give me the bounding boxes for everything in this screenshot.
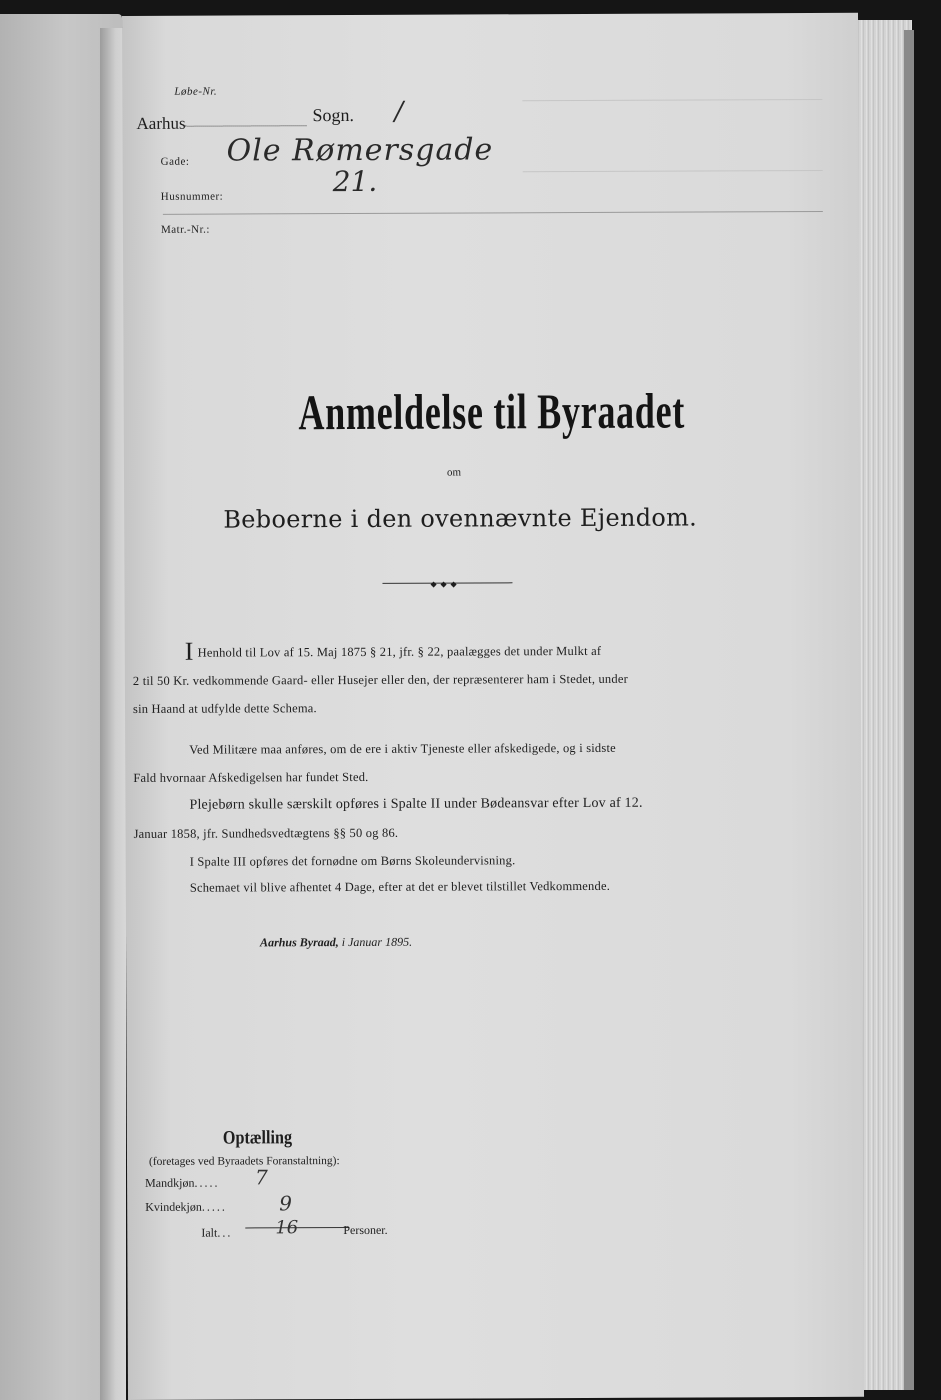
paragraph-2-line-1: Ved Militære maa anføres, om de ere i aktiv Tjeneste eller afskedigede, og i sidste (189, 740, 616, 757)
female-value: 9 (279, 1191, 292, 1216)
gade-label: Gade: (160, 155, 190, 168)
title-connector: om (446, 466, 462, 479)
ornament-divider (382, 579, 512, 589)
handwritten-street: Ole Rømersgade (226, 132, 494, 169)
paragraph-2-line-2: Fald hvornaar Afskedigelsen har fundet Sted. (133, 769, 369, 785)
paragraph-1-line-2: 2 til 50 Kr. vedkommende Gaard- eller Husejer eller den, der repræsenterer ham i Stedet, under (132, 671, 628, 688)
paragraph-3-line-2: Januar 1858, jfr. Sundhedsvedtægtens §§ 50 og 86. (133, 825, 399, 841)
female-count-row: Kvindekjøn..... (145, 1199, 227, 1214)
female-label: Kvindekjøn (145, 1199, 202, 1214)
city-label: Aarhus (136, 113, 186, 133)
count-subtitle: (foretages ved Byraadets Foranstaltning): (148, 1155, 340, 1168)
count-title: Optælling (222, 1127, 293, 1149)
issue-date: i Januar 1895. (341, 934, 413, 950)
ornament-diamond-icon: ◆ (430, 579, 437, 589)
ornament-diamond-icon: ◆ (440, 579, 447, 589)
header-rule (163, 211, 823, 215)
paragraph-1-line-1: Henhold til Lov af 15. Maj 1875 § 21, jfr. § 22, paalægges det under Mulkt af (197, 643, 602, 660)
handwritten-house-number: 21. (332, 164, 378, 199)
handwritten-tick: / (394, 96, 404, 127)
paragraph-1-line-3: sin Haand at udfylde dette Schema. (132, 701, 317, 716)
issuer-name: Aarhus Byraad, (260, 935, 339, 950)
ornament-diamond-icon: ◆ (450, 579, 457, 589)
page-stack-shadow (904, 30, 914, 1390)
total-count-row: Ialt... (201, 1225, 233, 1240)
sogn-label: Sogn. (312, 104, 354, 126)
paragraph-5 (134, 871, 784, 902)
husnummer-label: Husnummer: (160, 190, 224, 203)
document-subtitle: Beboerne i den ovennævnte Ejendom. (223, 503, 698, 534)
persons-label: Personer. (343, 1222, 388, 1238)
male-value: 7 (255, 1165, 268, 1190)
drop-initial: I (184, 636, 194, 666)
paragraph-5-line-1: Schemaet vil blive afhentet 4 Dage, efter at det er blevet tilstillet Vedkommende. (189, 878, 611, 895)
paragraph-3 (133, 789, 783, 848)
parish-dotted-line (184, 125, 306, 127)
male-count-row: Mandkjøn..... (145, 1175, 220, 1190)
male-label: Mandkjøn (145, 1175, 195, 1190)
total-label: Ialt (201, 1225, 218, 1240)
loebe-nr-label: Løbe-Nr. (174, 85, 218, 98)
issuer-signature (260, 935, 412, 951)
paragraph-2 (133, 733, 783, 792)
paragraph-4-line-1: I Spalte III opføres det fornødne om Børns Skoleundervisning. (189, 853, 516, 869)
show-through-lines (522, 99, 822, 172)
total-value: 16 (275, 1217, 299, 1239)
document-title: Anmeldelse til Byraadet (298, 382, 686, 441)
paragraph-3-line-1: Plejebørn skulle særskilt opføres i Spalte II under Bødeansvar efter Lov af 12. (189, 795, 643, 813)
matr-nr-label: Matr.-Nr.: (160, 223, 210, 236)
document-page (122, 13, 864, 1400)
paragraph-1 (133, 635, 783, 723)
